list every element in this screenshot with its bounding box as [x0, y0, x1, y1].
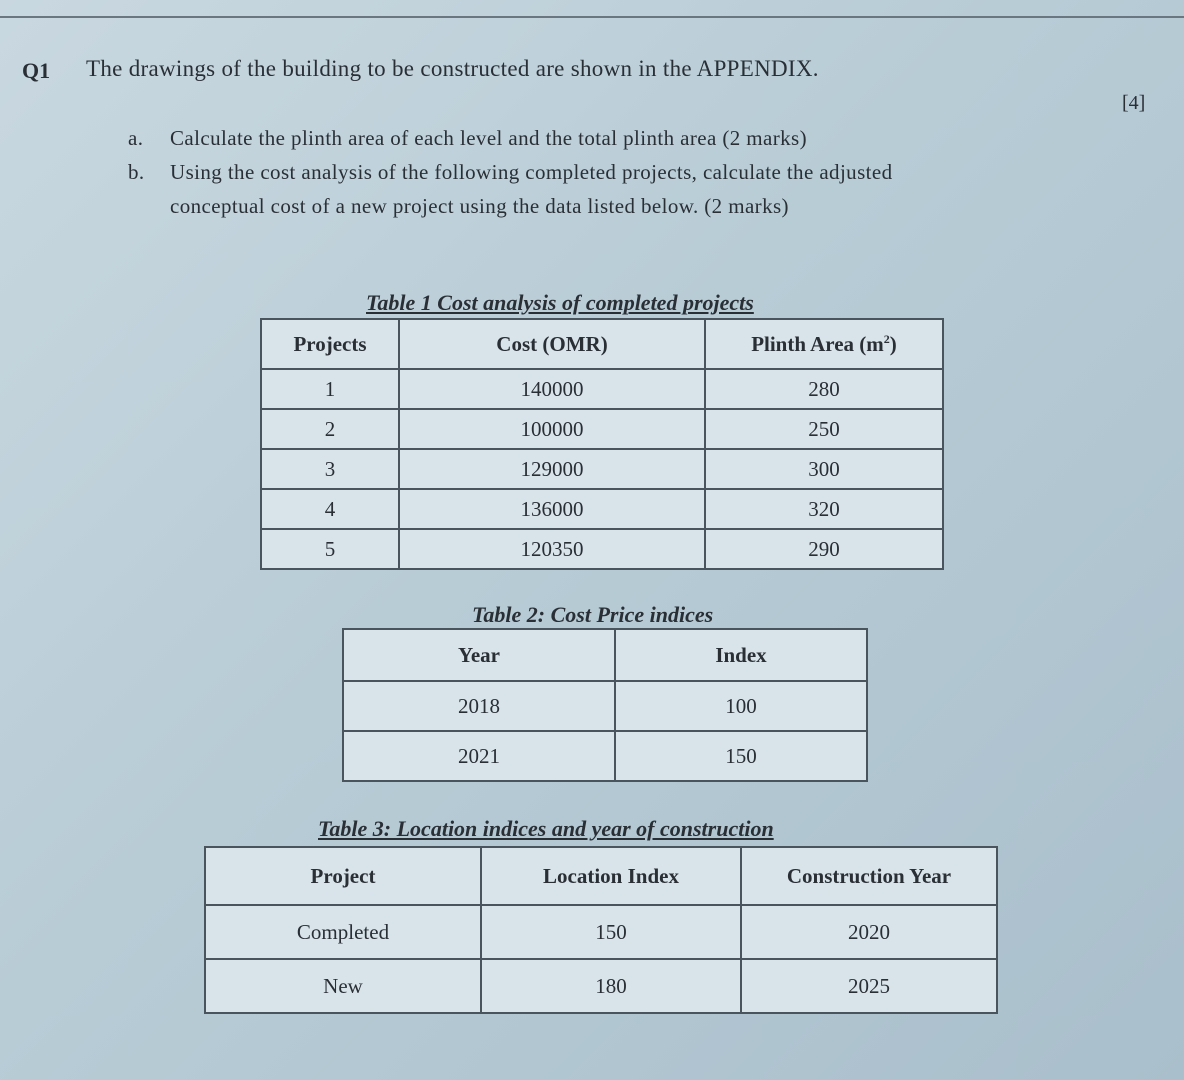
table-row [343, 681, 867, 731]
table1-header-cost: Cost (OMR) [399, 319, 705, 369]
table3-header-row [205, 847, 997, 905]
table3-cell: Completed [205, 905, 481, 959]
table-row [205, 959, 997, 1013]
table3-cell: 150 [481, 905, 741, 959]
table1-cell: 2 [261, 409, 399, 449]
table3-header-construction-year: Construction Year [741, 847, 997, 905]
part-a-text: Calculate the plinth area of each level and the total plinth area (2 marks) [170, 126, 807, 150]
table1-cell: 280 [705, 369, 943, 409]
table1-cell: 300 [705, 449, 943, 489]
table1-cell: 129000 [399, 449, 705, 489]
table3-header-project: Project [205, 847, 481, 905]
table1-header-close-paren: ) [889, 331, 897, 356]
table-row [261, 489, 943, 529]
table1-header-superscript: 2 [883, 331, 890, 346]
table2-header-year: Year [343, 629, 615, 681]
table3-cell: 180 [481, 959, 741, 1013]
table2-header-row [343, 629, 867, 681]
table2-cell: 2021 [343, 731, 615, 781]
table3-cell: 2020 [741, 905, 997, 959]
table2-header-index: Index [615, 629, 867, 681]
table3-header-location-index: Location Index [481, 847, 741, 905]
question-text: The drawings of the building to be constructed are shown in the APPENDIX. [86, 56, 819, 81]
table1-cell: 4 [261, 489, 399, 529]
table1-header-row [261, 319, 943, 369]
part-a-label: a. [128, 126, 144, 150]
table1-cell: 250 [705, 409, 943, 449]
table-row [261, 449, 943, 489]
table-row [205, 905, 997, 959]
table1-cell: 100000 [399, 409, 705, 449]
table1-cell: 3 [261, 449, 399, 489]
part-b-text: Using the cost analysis of the following completed projects, calculate the adjusted [170, 160, 893, 184]
page-top-rule [0, 16, 1184, 18]
table1-header-projects: Projects [261, 319, 399, 369]
table2-cell: 2018 [343, 681, 615, 731]
question-marks: [4] [1122, 92, 1146, 114]
table1-cell: 140000 [399, 369, 705, 409]
table1 [260, 318, 944, 570]
table1-header-plinth-area-text: Plinth Area (m [751, 331, 884, 356]
table1-cell: 320 [705, 489, 943, 529]
table1-cell: 136000 [399, 489, 705, 529]
table1-header-plinth-area [705, 319, 943, 369]
table1-cell: 120350 [399, 529, 705, 569]
table2-cell: 100 [615, 681, 867, 731]
table2-cell: 150 [615, 731, 867, 781]
table1-cell: 1 [261, 369, 399, 409]
table-row [261, 369, 943, 409]
table3-cell: New [205, 959, 481, 1013]
table1-caption: Table 1 Cost analysis of completed projects [366, 290, 754, 315]
question-number: Q1 [22, 58, 51, 83]
part-b-label: b. [128, 160, 145, 184]
table-row [261, 409, 943, 449]
table3-caption: Table 3: Location indices and year of construction [318, 816, 774, 841]
part-b-text-cont: conceptual cost of a new project using the data listed below. (2 marks) [170, 194, 789, 218]
table3-cell: 2025 [741, 959, 997, 1013]
table2-caption: Table 2: Cost Price indices [472, 602, 714, 627]
table1-cell: 5 [261, 529, 399, 569]
table-row [261, 529, 943, 569]
table2 [342, 628, 868, 782]
table3 [204, 846, 998, 1014]
table1-cell: 290 [705, 529, 943, 569]
table-row [343, 731, 867, 781]
